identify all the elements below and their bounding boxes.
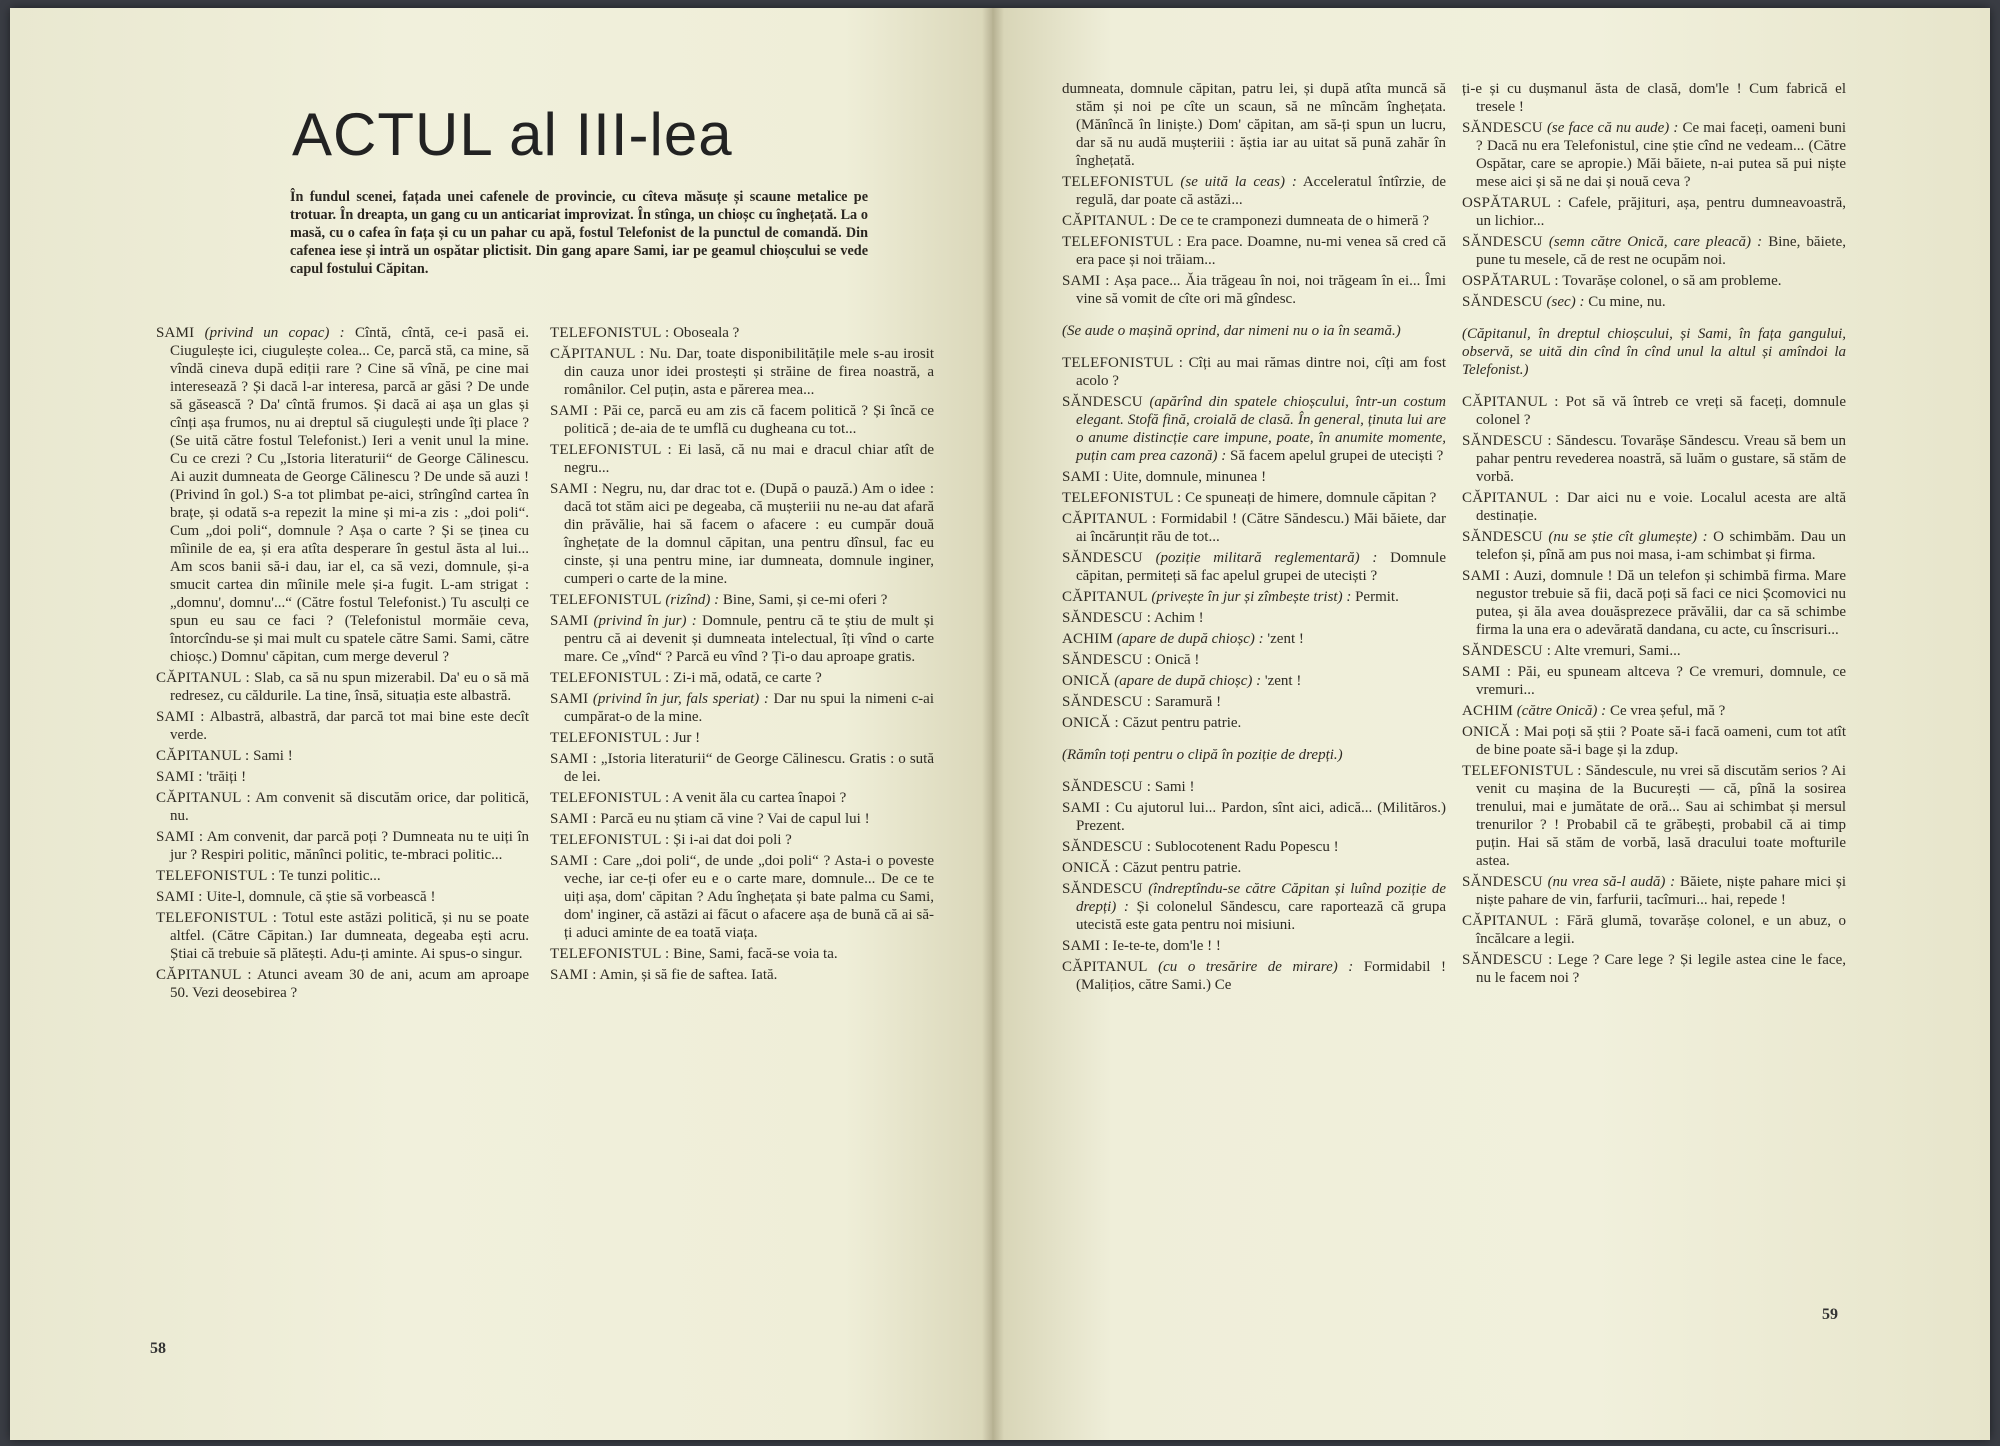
speaker-name: SĂNDESCU : — [1062, 779, 1152, 795]
dialogue-line — [1462, 272, 1846, 290]
speaker-name: SĂNDESCU : — [1462, 643, 1552, 659]
speaker-name: TELEFONISTUL : — [1062, 355, 1184, 371]
speech-text: Băiete, niște pahare mici și niște pahare de vin, farfurii, tacîmuri... hai, repede ! — [1476, 874, 1847, 908]
speaker-name: ACHIM — [1062, 631, 1114, 647]
dialogue-line — [550, 945, 934, 963]
dialogue-line — [156, 909, 529, 963]
speaker-name: TELEFONISTUL : — [550, 670, 670, 686]
speaker-name: SAMI : — [156, 829, 204, 845]
speaker-name: SĂNDESCU : — [1462, 952, 1553, 968]
dialogue-line — [550, 324, 934, 342]
speaker-name: SAMI : — [1062, 800, 1110, 816]
dialogue-line — [1062, 693, 1446, 711]
speech-text: Uite, domnule, minunea ! — [1108, 469, 1267, 485]
dialogue-line — [1062, 937, 1446, 955]
dialogue-line — [1062, 588, 1446, 606]
dialogue-line — [1062, 799, 1446, 835]
dialogue-line — [550, 789, 934, 807]
dialogue-line — [1462, 528, 1846, 564]
stage-direction: (Se aude o mașină oprind, dar nimeni nu o ia în seamă.) — [1062, 323, 1401, 339]
dialogue-line — [1462, 663, 1846, 699]
dialogue-line — [1062, 468, 1446, 486]
speaker-name: TELEFONISTUL : — [550, 946, 670, 962]
dialogue-line — [156, 888, 529, 906]
speech-text: O schimbăm. Dau un telefon și, pînă am pus noi masa, i-am schimbat și firma. — [1476, 529, 1847, 563]
speech-text: Cu ajutorul lui... Pardon, sînt aici, adică... (Milităros.) Prezent. — [1076, 800, 1446, 834]
dialogue-line — [1062, 958, 1446, 994]
speech-text: Cîntă, cîntă, ce-i pasă ei. Ciugulește ici, ciugulește colea... Ce, parcă stă, ca mine, să vîndă cineva după ediții rare ? Cine să vînă, pe cine mai interesează ? Și dacă l-ar interesa, parcă ar găsi ? De unde să găsească ? Da' cîntă frumos. Și dacă ai așa un glas și cînți așa frumos, nu ai dreptul să ciugulești unde îți place ? (Se uită către fostul Telefonist.) Ieri a venit unul la mine. Cu ce crezi ? Cu „Istoria literaturii“ de George Călinescu. Ai auzit dumneata de George Călinescu ? De unde să auzi ! (Privind în gol.) S-a tot plimbat pe-aici, strîngînd cartea în brațe, și odată s-a repezit la mine și mi-a zis : „doi poli“. Cum „doi poli“, domnule ? Așa o carte ? Și se ținea cu mîinile de ea, și era atîta desperare în gestul ăsta al lui... Am scos banii să-i dau, iar el, ca să vezi, domnule, și-a smucit cartea din mîinile mele și-a fugit. L-am strigat : „domnu', domnu'...“ (Către fostul Telefonist.) Tu asculți ce spun eu sau ce faci ? (Telefonistul mormăie ceva, întorcîndu-se și mai mult cu spatele către Sami. Sami, către chioșc.) Domnu' căpitan, cum merge deverul ? — [170, 325, 530, 665]
speaker-name: SĂNDESCU — [1062, 550, 1143, 566]
speaker-name: SAMI : — [550, 853, 598, 869]
dialogue-line — [1462, 119, 1846, 191]
dialogue-line — [550, 441, 934, 477]
speech-text: Albastră, albastră, dar parcă tot mai bine este decît verde. — [170, 709, 530, 743]
speech-text: Dar nu spui la nimeni c-ai cumpărat-o de la mine. — [564, 691, 934, 725]
speaker-direction: (îndreptîndu-se către Căpitan și luînd poziție de drepți) : — [1076, 881, 1447, 915]
speaker-direction: (către Onică) : — [1516, 703, 1607, 719]
speech-text: Căzut pentru patrie. — [1118, 715, 1242, 731]
speech-text: Care „doi poli“, de unde „doi poli“ ? Asta-i o poveste veche, iar ce-ți ofer eu e o carte mare, domnule... De ce te uiți așa, dom' căpitan ? Adu înghețata și bate palma cu Sami, dom' inginer, că astăzi ai făcut o afacere așa de bună că ai să-ți aduci aminte de ea toată viața. — [564, 853, 934, 941]
dialogue-line — [1462, 293, 1846, 311]
speaker-direction: (se uită la ceas) : — [1180, 174, 1297, 190]
speaker-name: SAMI — [550, 691, 589, 707]
opening-stage-direction: În fundul scenei, fațada unei cafenele de provincie, cu cîteva măsuțe și scaune metalice pe trotuar. În dreapta, un gang cu un anticariat improvizat. În stînga, un chioșc cu înghețată. La o masă, cu o cafea în fața și cu un pahar cu apă, fostul Telefonist de la punctul de comandă. Din cafenea iese și intră un ospătar plictisit. Din gang apare Sami, iar pe geamul chioșcului se vede capul fostului Căpitan. — [290, 189, 868, 277]
dialogue-line — [1062, 778, 1446, 796]
speech-text: Era pace. Doamne, nu-mi venea să cred că era pace și noi trăiam... — [1076, 234, 1446, 268]
speech-text: Ei lasă, că nu mai e dracul chiar atît de negru... — [564, 442, 934, 476]
speaker-name: TELEFONISTUL : — [550, 730, 670, 746]
speaker-name: SAMI : — [1062, 938, 1109, 954]
speaker-direction: (se face că nu aude) : — [1546, 120, 1679, 136]
speech-text: Amin, și să fie de saftea. Iată. — [596, 967, 778, 983]
speech-text: Domnule, pentru că te știu de mult și pentru că ai devenit și dumneata intelectual, îți vînd o carte mare. Ce „vînd“ ? Parcă eu vînd ? Ți-o dau aproape gratis. — [564, 613, 934, 665]
speech-text: Și i-ai dat doi poli ? — [669, 832, 792, 848]
speech-text: Alte vremuri, Sami... — [1551, 643, 1681, 659]
speaker-name: TELEFONISTUL — [550, 592, 662, 608]
speaker-name: OSPĂTARUL : — [1462, 195, 1562, 211]
speaker-name: TELEFONISTUL : — [1062, 490, 1182, 506]
speaker-name: CĂPITANUL : — [156, 748, 250, 764]
dialogue-column-2 — [550, 324, 934, 987]
speaker-name: SAMI : — [550, 811, 597, 827]
speaker-direction: (privind un copac) : — [204, 325, 345, 341]
dialogue-line — [156, 828, 529, 864]
speech-text: Parcă eu nu știam că vine ? Vai de capul lui ! — [596, 811, 870, 827]
speaker-name: CĂPITANUL : — [1062, 511, 1157, 527]
speaker-name: CĂPITANUL — [1062, 589, 1148, 605]
speech-text: Așa pace... Ăia trăgeau în noi, noi trăgeam în ei... Îmi vine să vomit de cîte ori mă gîndesc. — [1076, 273, 1446, 307]
dialogue-line — [1062, 651, 1446, 669]
speech-text: Onică ! — [1151, 652, 1200, 668]
speech-text: Săndescu. Tovarășe Săndescu. Vreau să bem un pahar pentru revederea noastră, să luăm o gustare, să stăm de vorbă. — [1476, 433, 1846, 485]
speech-text: 'zent ! — [1263, 631, 1304, 647]
speech-text: Cîți au mai rămas dintre noi, cîți am fost acolo ? — [1076, 355, 1446, 389]
speech-text: Atunci aveam 30 de ani, acum am aproape 50. Vezi deosebirea ? — [170, 967, 530, 1001]
page-number-left: 58 — [150, 1340, 166, 1357]
dialogue-line — [550, 345, 934, 399]
dialogue-line — [1062, 549, 1446, 585]
dialogue-line — [550, 966, 934, 984]
speaker-name: ACHIM — [1462, 703, 1514, 719]
speaker-name: SAMI : — [550, 967, 597, 983]
dialogue-line — [156, 747, 529, 765]
dialogue-line — [1062, 859, 1446, 877]
speaker-name: SĂNDESCU : — [1062, 839, 1152, 855]
speech-text: Auzi, domnule ! Dă un telefon și schimbă firma. Mare negustor trebuie să fii, dacă poți să faci ce nici Școmovici nu putea, și ăla avea douăsprezece prăvălii, dar ca să schimbe firma la una era o adevărată dandana, cu acte, cu înscrisuri... — [1476, 568, 1847, 638]
speech-text: Să facem apelul grupei de uteciști ? — [1226, 448, 1444, 464]
dialogue-line — [1462, 80, 1846, 116]
speaker-name: SAMI : — [550, 751, 597, 767]
speaker-name: TELEFONISTUL — [1062, 174, 1174, 190]
speaker-name: CĂPITANUL : — [156, 670, 250, 686]
speaker-direction: (sec) : — [1546, 294, 1585, 310]
speaker-direction: (nu se știe cît glumește) : — [1548, 529, 1708, 545]
speaker-name: TELEFONISTUL : — [550, 442, 672, 458]
speaker-direction: (semn către Onică, care pleacă) : — [1548, 234, 1763, 250]
speaker-direction: (rizînd) : — [665, 592, 720, 608]
speaker-name: TELEFONISTUL : — [1462, 763, 1582, 779]
dialogue-line — [1462, 873, 1846, 909]
speaker-direction: (cu o tresărire de mirare) : — [1158, 959, 1354, 975]
dialogue-line — [1462, 194, 1846, 230]
speech-text: Săndescule, nu vrei să discutăm serios ? Ai venit cu mașina de la București — că, pînă la sosirea trenului, mai e jumătate de oră... Sau ai schimbat și mersul trenurilor ? ! Probabil că te grăbești, probabil că ai timp puțin. Hai să stăm de vorbă, lasă dracului toate mofturile astea. — [1476, 763, 1846, 869]
dialogue-line — [1062, 393, 1446, 465]
dialogue-line — [550, 612, 934, 666]
speaker-name: SĂNDESCU — [1462, 874, 1543, 890]
dialogue-line — [1462, 567, 1846, 639]
speech-text: 'zent ! — [1261, 673, 1302, 689]
speech-text: Nu. Dar, toate disponibilitățile mele s-au irosit din cauza unor idei prostești și străine de firea noastră, a românilor. Cel puțin, asta e părerea mea... — [564, 346, 934, 398]
dialogue-line — [550, 831, 934, 849]
page-number-right: 59 — [1822, 1306, 1838, 1323]
dialogue-line — [550, 402, 934, 438]
speaker-direction: (nu vrea să-l audă) : — [1547, 874, 1676, 890]
dialogue-line — [550, 669, 934, 687]
dialogue-line — [1062, 272, 1446, 308]
dialogue-line — [1062, 489, 1446, 507]
speaker-name: ONICĂ — [1062, 673, 1111, 689]
dialogue-line — [156, 324, 529, 666]
speaker-direction: (privește în jur și zîmbește trist) : — [1151, 589, 1352, 605]
speech-text: Fără glumă, tovarășe colonel, e un abuz, o încălcare a legii. — [1476, 913, 1847, 947]
dialogue-line — [1462, 912, 1846, 948]
speaker-name: CĂPITANUL : — [550, 346, 645, 362]
speech-text: Permit. — [1351, 589, 1399, 605]
speaker-direction: (apare de după chioșc) : — [1116, 631, 1264, 647]
speech-text: Achim ! — [1151, 610, 1204, 626]
speech-text: Te tunzi politic... — [275, 868, 381, 884]
speech-text: Păi ce, parcă eu am zis că facem politică ? Și încă ce politică ; de-aia de te umflă cu dugheana cu tot... — [564, 403, 934, 437]
dialogue-line — [1062, 354, 1446, 390]
speech-text: Slab, ca să nu spun mizerabil. Da' eu o să mă redresez, cu căldurile. La tine, însă, situația este albastră. — [170, 670, 530, 704]
speaker-name: SĂNDESCU — [1062, 394, 1143, 410]
dialogue-line — [1062, 609, 1446, 627]
dialogue-column-4 — [1462, 80, 1846, 990]
speaker-name: SĂNDESCU : — [1062, 610, 1152, 626]
speech-text: Am convenit, dar parcă poți ? Dumneata nu te uiți în jur ? Respiri politic, mănînci politic, te-mbraci politic... — [170, 829, 529, 863]
speech-text: Tovarășe colonel, o să am probleme. — [1558, 273, 1782, 289]
speaker-name: SAMI : — [1062, 273, 1110, 289]
dialogue-line — [156, 789, 529, 825]
speaker-name: SAMI : — [550, 481, 598, 497]
dialogue-line — [156, 966, 529, 1002]
book-gutter — [982, 8, 1004, 1440]
speech-text: De ce te cramponezi dumneata de o himeră ? — [1155, 213, 1429, 229]
speech-text: Căzut pentru patrie. — [1118, 860, 1242, 876]
stage-direction: (Căpitanul, în dreptul chioșcului, și Sami, în fața gangului, observă, se uită din cînd în cînd unul la altul și amîndoi la Telefonist.) — [1462, 326, 1846, 378]
speech-text: 'trăiți ! — [202, 769, 247, 785]
dialogue-line — [156, 708, 529, 744]
speech-text: Ce vrea șeful, mă ? — [1606, 703, 1726, 719]
speech-text: Ce spuneați de himere, domnule căpitan ? — [1181, 490, 1437, 506]
dialogue-line — [1462, 489, 1846, 525]
dialogue-line — [1062, 173, 1446, 209]
dialogue-line — [1462, 723, 1846, 759]
speech-text: Bine, Sami, și ce-mi oferi ? — [719, 592, 888, 608]
speaker-name: TELEFONISTUL : — [550, 325, 670, 341]
speech-text: ți-e și cu dușmanul ăsta de clasă, dom'le ! Cum fabrică el tresele ! — [1462, 81, 1846, 115]
speaker-name: ONICĂ : — [1062, 860, 1119, 876]
speaker-direction: (apărînd din spatele chioșcului, într-un costum elegant. Stofă fină, croială de clasă. În general, ținuta lui are o anume distincție care impune, poate, în anumite momente, puțin cam prea cazonă) : — [1076, 394, 1446, 464]
speaker-name: SĂNDESCU : — [1062, 694, 1152, 710]
speech-text: A venit ăla cu cartea înapoi ? — [669, 790, 847, 806]
speaker-name: ONICĂ : — [1462, 724, 1520, 740]
speech-text: Am convenit să discutăm orice, dar politică, nu. — [170, 790, 530, 824]
speech-text: dumneata, domnule căpitan, patru lei, și după atîta muncă să stăm și noi pe cîte un scaun, să ne mîncăm înghețata. (Mănîncă în liniște.) Dom' căpitan, am să-ți spun un lucru, dar să nu audă mușteriii : ăștia iar au uitat să pună zahăr în înghețată. — [1062, 81, 1446, 169]
speech-text: Ie-te-te, dom'le ! ! — [1108, 938, 1221, 954]
speaker-name: SĂNDESCU — [1462, 294, 1543, 310]
speech-text: Și colonelul Săndescu, care raportează că grupa utecistă este gata pentru noi misiuni. — [1076, 899, 1446, 933]
speaker-name: SAMI : — [550, 403, 598, 419]
speaker-direction: (apare de după chioșc) : — [1114, 673, 1262, 689]
dialogue-line — [1462, 762, 1846, 870]
speech-text: Zi-i mă, odată, ce carte ? — [669, 670, 822, 686]
speech-text: Totul este astăzi politică, și nu se poate altfel. (Către Căpitan.) Iar dumneata, degeaba ești acru. Știai că trebuie să plătești. Adu-ți aminte. Ai spus-o singur. — [170, 910, 529, 962]
dialogue-line — [550, 480, 934, 588]
speaker-name: TELEFONISTUL : — [1062, 234, 1182, 250]
speech-text: Ce mai faceți, oameni buni ? Dacă nu era Telefonistul, cine știe cînd ne vedeam... (Către Ospătar, care se apropie.) Măi băiete, n-ai putea să pui niște mese aici și să ne dai și nouă ceva ? — [1476, 120, 1847, 190]
dialogue-line — [1462, 642, 1846, 660]
speech-text: Acceleratul întîrzie, de regulă, dar poate că astăzi... — [1076, 174, 1447, 208]
speaker-direction: (poziție militară reglementară) : — [1155, 550, 1378, 566]
speech-text: Oboseala ? — [669, 325, 740, 341]
speaker-name: CĂPITANUL : — [1462, 394, 1559, 410]
act-title: ACTUL al III-lea — [292, 101, 733, 168]
dialogue-line — [1462, 432, 1846, 486]
dialogue-line — [1462, 233, 1846, 269]
speaker-name: SĂNDESCU — [1462, 234, 1543, 250]
speaker-name: SĂNDESCU — [1062, 881, 1143, 897]
speaker-name: ONICĂ : — [1062, 715, 1119, 731]
speech-text: Bine, Sami, facă-se voia ta. — [669, 946, 838, 962]
dialogue-line — [550, 852, 934, 942]
speaker-name: TELEFONISTUL : — [156, 868, 276, 884]
speaker-direction: (privind în jur, fals speriat) : — [592, 691, 769, 707]
speaker-name: SAMI : — [156, 709, 205, 725]
speech-text: Domnule căpitan, permiteți să fac apelul grupei de uteciști ? — [1076, 550, 1447, 584]
speaker-name: SAMI — [550, 613, 589, 629]
speech-text: Sami ! — [1151, 779, 1195, 795]
speech-text: Sublocotenent Radu Popescu ! — [1151, 839, 1339, 855]
speech-text: Uite-l, domnule, că știe să vorbească ! — [202, 889, 436, 905]
speaker-name: CĂPITANUL : — [1462, 913, 1560, 929]
speech-text: Bine, băiete, pune tu mesele, că de rest ne ocupăm noi. — [1476, 234, 1846, 268]
speaker-name: SAMI : — [1062, 469, 1109, 485]
speaker-name: SAMI : — [1462, 664, 1512, 680]
speech-text: Jur ! — [669, 730, 701, 746]
speaker-name: TELEFONISTUL : — [550, 832, 670, 848]
speech-text: Dar aici nu e voie. Localul acesta are altă destinație. — [1476, 490, 1847, 524]
speech-text: Pot să vă întreb ce vreți să faceți, domnule colonel ? — [1476, 394, 1847, 428]
speech-text: Mai poți să știi ? Poate să-i facă oameni, cum tot atît de bine poate să-i bage și la zdup. — [1476, 724, 1846, 758]
speaker-name: CĂPITANUL : — [156, 967, 252, 983]
book-spread — [10, 8, 1990, 1440]
dialogue-line — [1462, 702, 1846, 720]
speech-text: Saramură ! — [1151, 694, 1222, 710]
speaker-name: CĂPITANUL : — [156, 790, 251, 806]
dialogue-line — [1062, 233, 1446, 269]
speech-text: Formidabil ! (Malițios, către Sami.) Ce — [1076, 959, 1446, 993]
speaker-name: SAMI : — [156, 889, 203, 905]
speech-text: Cafele, prăjituri, așa, pentru dumneavoastră, un lichior... — [1476, 195, 1846, 229]
dialogue-line — [156, 768, 529, 786]
speaker-name: TELEFONISTUL : — [156, 910, 278, 926]
dialogue-line — [1062, 510, 1446, 546]
dialogue-line — [156, 669, 529, 705]
speech-text: Sami ! — [249, 748, 293, 764]
speech-text: Lege ? Care lege ? Și legile astea cine le face, nu le facem noi ? — [1476, 952, 1846, 986]
dialogue-column-3 — [1062, 80, 1446, 997]
dialogue-line — [550, 750, 934, 786]
dialogue-line — [156, 867, 529, 885]
dialogue-line — [550, 690, 934, 726]
speaker-name: SAMI — [156, 325, 195, 341]
speech-text: Cu mine, nu. — [1584, 294, 1666, 310]
speaker-name: CĂPITANUL — [1062, 959, 1148, 975]
dialogue-line — [1062, 672, 1446, 690]
dialogue-line — [1062, 880, 1446, 934]
speaker-name: TELEFONISTUL : — [550, 790, 670, 806]
speech-text: Formidabil ! (Către Săndescu.) Măi băiete, dar ai încărunțit rău de tot... — [1076, 511, 1446, 545]
dialogue-line — [1062, 838, 1446, 856]
dialogue-line — [1062, 714, 1446, 732]
dialogue-line — [550, 810, 934, 828]
dialogue-line — [1062, 80, 1446, 170]
dialogue-line — [1062, 630, 1446, 648]
dialogue-line — [1062, 212, 1446, 230]
speaker-name: SĂNDESCU : — [1462, 433, 1552, 449]
speaker-name: SĂNDESCU — [1462, 120, 1543, 136]
dialogue-line — [1462, 951, 1846, 987]
speaker-name: SAMI : — [1462, 568, 1510, 584]
dialogue-line — [1462, 393, 1846, 429]
dialogue-line — [550, 729, 934, 747]
speaker-name: SĂNDESCU : — [1062, 652, 1152, 668]
speaker-name: SAMI : — [156, 769, 203, 785]
speaker-name: OSPĂTARUL : — [1462, 273, 1559, 289]
speech-text: „Istoria literaturii“ de George Călinescu. Gratis : o sută de lei. — [564, 751, 934, 785]
speaker-name: SĂNDESCU — [1462, 529, 1543, 545]
speaker-direction: (privind în jur) : — [593, 613, 697, 629]
speech-text: Negru, nu, dar drac tot e. (După o pauză.) Am o idee : dacă tot stăm aici pe degeaba, că mușteriii nu ne-au dat afară din prăvălie, hai să facem o afacere : eu cumpăr două înghețate de la domnul căpitan, una pentru dînsul, fac eu cinste, și una pentru mine, iar dumneata, domnule inginer, cumperi o carte de la mine. — [564, 481, 935, 587]
speaker-name: CĂPITANUL : — [1062, 213, 1156, 229]
speaker-name: CĂPITANUL : — [1462, 490, 1560, 506]
stage-direction: (Rămîn toți pentru o clipă în poziție de drepți.) — [1062, 747, 1343, 763]
speech-text: Păi, eu spuneam altceva ? Ce vremuri, domnule, ce vremuri... — [1476, 664, 1846, 698]
dialogue-column-1 — [156, 324, 529, 1005]
dialogue-line — [550, 591, 934, 609]
